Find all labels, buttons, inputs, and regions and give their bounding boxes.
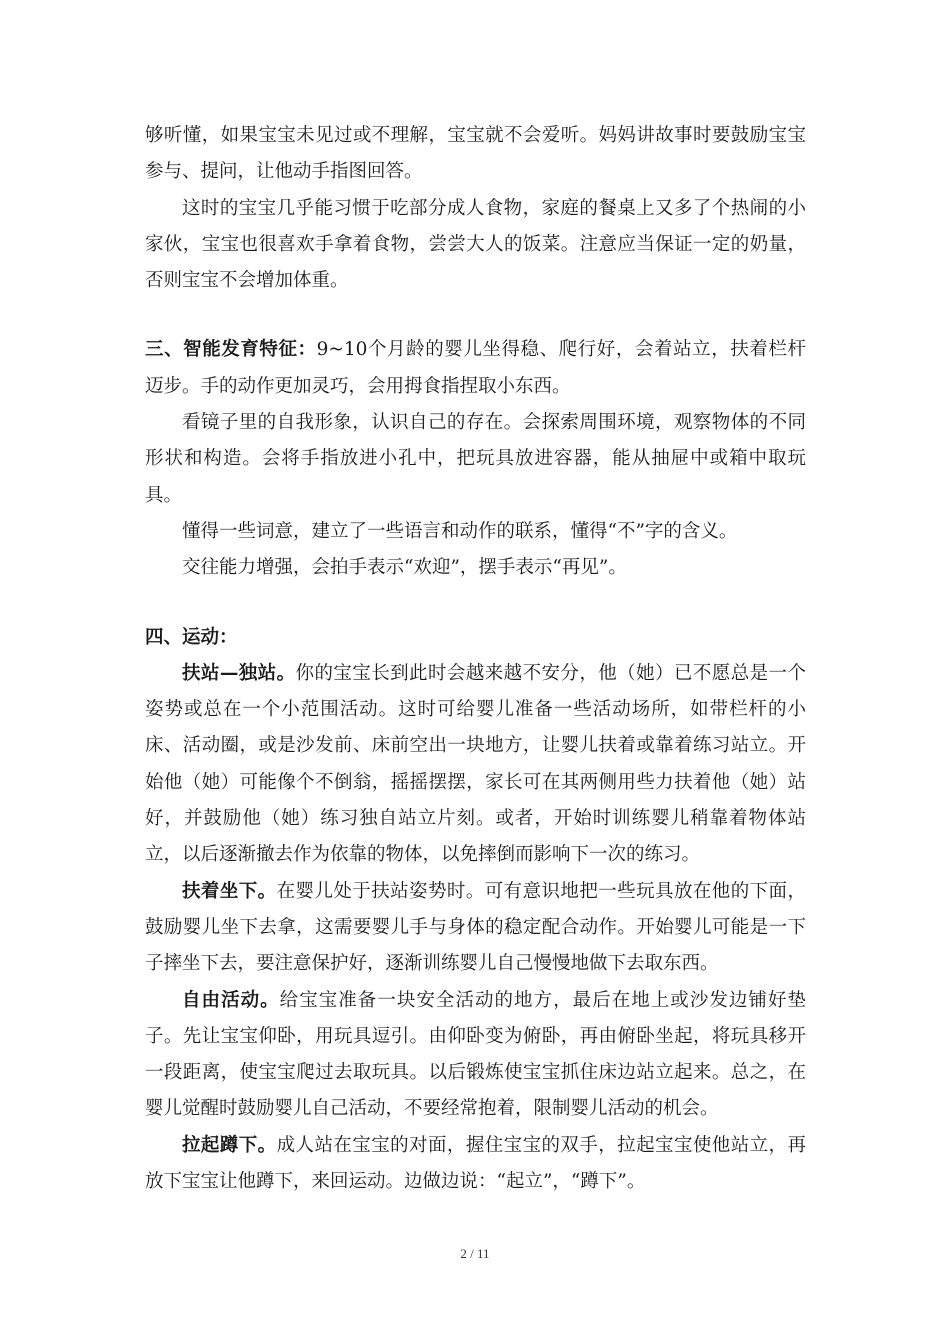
section3-paragraph: 交往能力增强，会拍手表示“欢迎”，摆手表示“再见”。 xyxy=(182,557,627,579)
section3-paragraph: 懂得一些词意，建立了一些语言和动作的联系，懂得“不”字的含义。 xyxy=(182,520,738,542)
item-lead: 扶着坐下。 xyxy=(182,880,277,902)
section-gap xyxy=(145,299,806,332)
section4-item xyxy=(145,656,806,874)
section3-heading: 三、智能发育特征： xyxy=(145,339,317,361)
section3-intro: 9~10个月龄的婴儿坐得稳、爬行好，会着站立，扶着栏杆迈步。手的动作更加灵巧，会用拇食指捏取小东西。 xyxy=(145,339,806,397)
section-gap xyxy=(145,587,806,620)
section4-item xyxy=(145,983,806,1128)
document-body xyxy=(145,118,806,1200)
item-lead: 自由活动。 xyxy=(182,989,280,1011)
section3-paragraph: 看镜子里的自我形象，认识自己的存在。会探索周围环境，观察物体的不同形状和构造。会将手指放进小孔中，把玩具放进容器，能从抽屉中或箱中取玩具。 xyxy=(145,412,806,506)
item-text: 给宝宝准备一块安全活动的地方，最后在地上或沙发边铺好垫子。先让宝宝仰卧，用玩具逗引。由仰卧变为俯卧，再由俯卧坐起，将玩具移开一段距离，使宝宝爬过去取玩具。以后锻炼使宝宝抓住床边站立起来。总之，在婴儿觉醒时鼓励婴儿自己活动，不要经常抱着，限制婴儿活动的机会。 xyxy=(145,989,806,1120)
item-text: 成人站在宝宝的对面，握住宝宝的双手，拉起宝宝使他站立，再放下宝宝让他蹲下，来回运动。边做边说：“起立”，“蹲下”。 xyxy=(145,1134,806,1193)
section4-heading: 四、运动： xyxy=(145,626,238,648)
item-text: 你的宝宝长到此时会越来越不安分，他（她）已不愿总是一个姿势或总在一个小范围活动。这时可给婴儿准备一些活动场所，如带栏杆的小床、活动圈，或是沙发前、床前空出一块地方，让婴儿扶着或靠着练习站立。开始他（她）可能像个不倒翁，摇摇摆摆，家长可在其两侧用些力扶着他（她）站好，并鼓励他（她）练习独自站立片刻。或者，开始时训练婴儿稍靠着物体站立，以后逐渐撤去作为依靠的物体，以免摔倒而影响下一次的练习。 xyxy=(145,662,806,866)
paragraph-continued: 够听懂，如果宝宝未见过或不理解，宝宝就不会爱听。妈妈讲故事时要鼓励宝宝参与、提问，让他动手指图回答。 xyxy=(145,125,806,183)
section4-item xyxy=(145,874,806,983)
section4-item xyxy=(145,1128,806,1201)
paragraph-food: 这时的宝宝几乎能习惯于吃部分成人食物，家庭的餐桌上又多了个热闹的小家伙，宝宝也很喜欢手拿着食物，尝尝大人的饭菜。注意应当保证一定的奶量，否则宝宝不会增加体重。 xyxy=(145,197,806,292)
item-text: 在婴儿处于扶站姿势时。可有意识地把一些玩具放在他的下面，鼓励婴儿坐下去拿，这需要婴儿手与身体的稳定配合动作。开始婴儿可能是一下子摔坐下去，要注意保护好，逐渐训练婴儿自己慢慢地做下去取东西。 xyxy=(145,880,806,975)
item-lead: 拉起蹲下。 xyxy=(182,1134,277,1156)
section3-intro-paragraph xyxy=(145,332,806,405)
item-lead: 扶站—独站。 xyxy=(182,662,296,684)
page-number: 2 / 11 xyxy=(460,1246,490,1261)
